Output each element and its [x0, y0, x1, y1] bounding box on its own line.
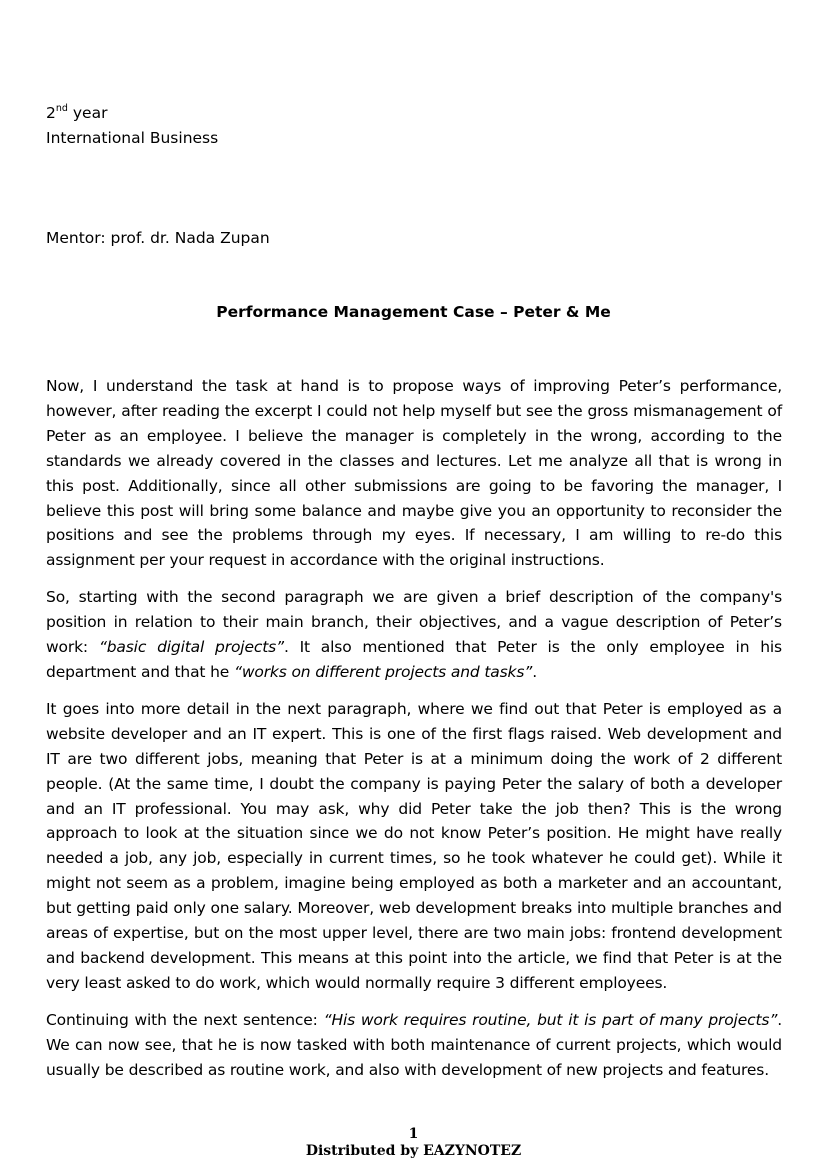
document-body: [46, 374, 782, 1094]
year-number: 2: [46, 104, 56, 122]
paragraph-2-text-a: So, starting with the second paragraph we are given a brief description of the company's position in relation to their main branch, their objectives, and a vague description of Peter’s work:: [46, 588, 782, 657]
year-line: [46, 101, 218, 126]
paragraph-2-text-b: . It also mentioned that Peter is the only employee in his department and that he: [46, 638, 782, 681]
paragraph-3: It goes into more detail in the next paragraph, where we find out that Peter is employed as a website developer and an IT expert. This is one of the first flags raised. Web development and IT are two different jobs, meaning that Peter is at a minimum doing the work of 2 different people. (At the same time, I doubt the company is paying Peter the salary of both a developer and an IT professional. You may ask, why did Peter take the job then? This is the wrong approach to look at the situation since we do not know Peter’s position. He might have really needed a job, any job, especially in current times, so he took whatever he could get). While it might not seem as a problem, imagine being employed as both a marketer and an accountant, but getting paid only one salary. Moreover, web development breaks into multiple branches and areas of expertise, but on the most upper level, there are two main jobs: frontend development and backend development. This means at this point into the article, we find that Peter is at the very least asked to do work, which would normally require 3 different employees.: [46, 699, 782, 992]
paragraph-1: Now, I understand the task at hand is to propose ways of improving Peter’s performance, however, after reading the excerpt I could not help myself but see the gross mismanagement of Peter as an employee. I believe the manager is completely in the wrong, according to the standards we already covered in the classes and lectures. Let me analyze all that is wrong in this post. Additionally, since all other submissions are going to be favoring the manager, I believe this post will bring some balance and maybe give you an opportunity to reconsider the positions and see the problems through my eyes. If necessary, I am willing to re-do this assignment per your request in accordance with the original instructions.: [46, 377, 782, 570]
paragraph-4-text-a: Continuing with the next sentence:: [46, 1010, 324, 1029]
page-footer: [0, 1126, 827, 1160]
page-number: 1: [408, 1126, 419, 1142]
paragraph-2: [46, 585, 782, 685]
paragraph-2-quote-2: “works on different projects and tasks”: [233, 662, 533, 681]
document-title: Performance Management Case – Peter & Me: [216, 303, 611, 321]
paragraph-2-quote-1: “basic digital projects”: [98, 638, 284, 657]
paragraph-4-quote: “His work requires routine, but it is part of many projects”: [323, 1010, 778, 1029]
year-suffix: nd: [55, 102, 68, 114]
year-word: year: [67, 104, 108, 122]
mentor-line: Mentor: prof. dr. Nada Zupan: [46, 229, 270, 247]
paragraph-4-text-b: . We can now see, that he is now tasked with both maintenance of current projects, which would usually be described as routine work, and also with development of new projects and features.: [46, 1010, 782, 1079]
distributed-by: Distributed by EAZYNOTEZ: [305, 1143, 522, 1159]
student-info: [46, 101, 218, 151]
paragraph-2-text-c: .: [532, 662, 537, 681]
paragraph-4: [46, 1008, 782, 1083]
program-line: International Business: [46, 129, 219, 147]
